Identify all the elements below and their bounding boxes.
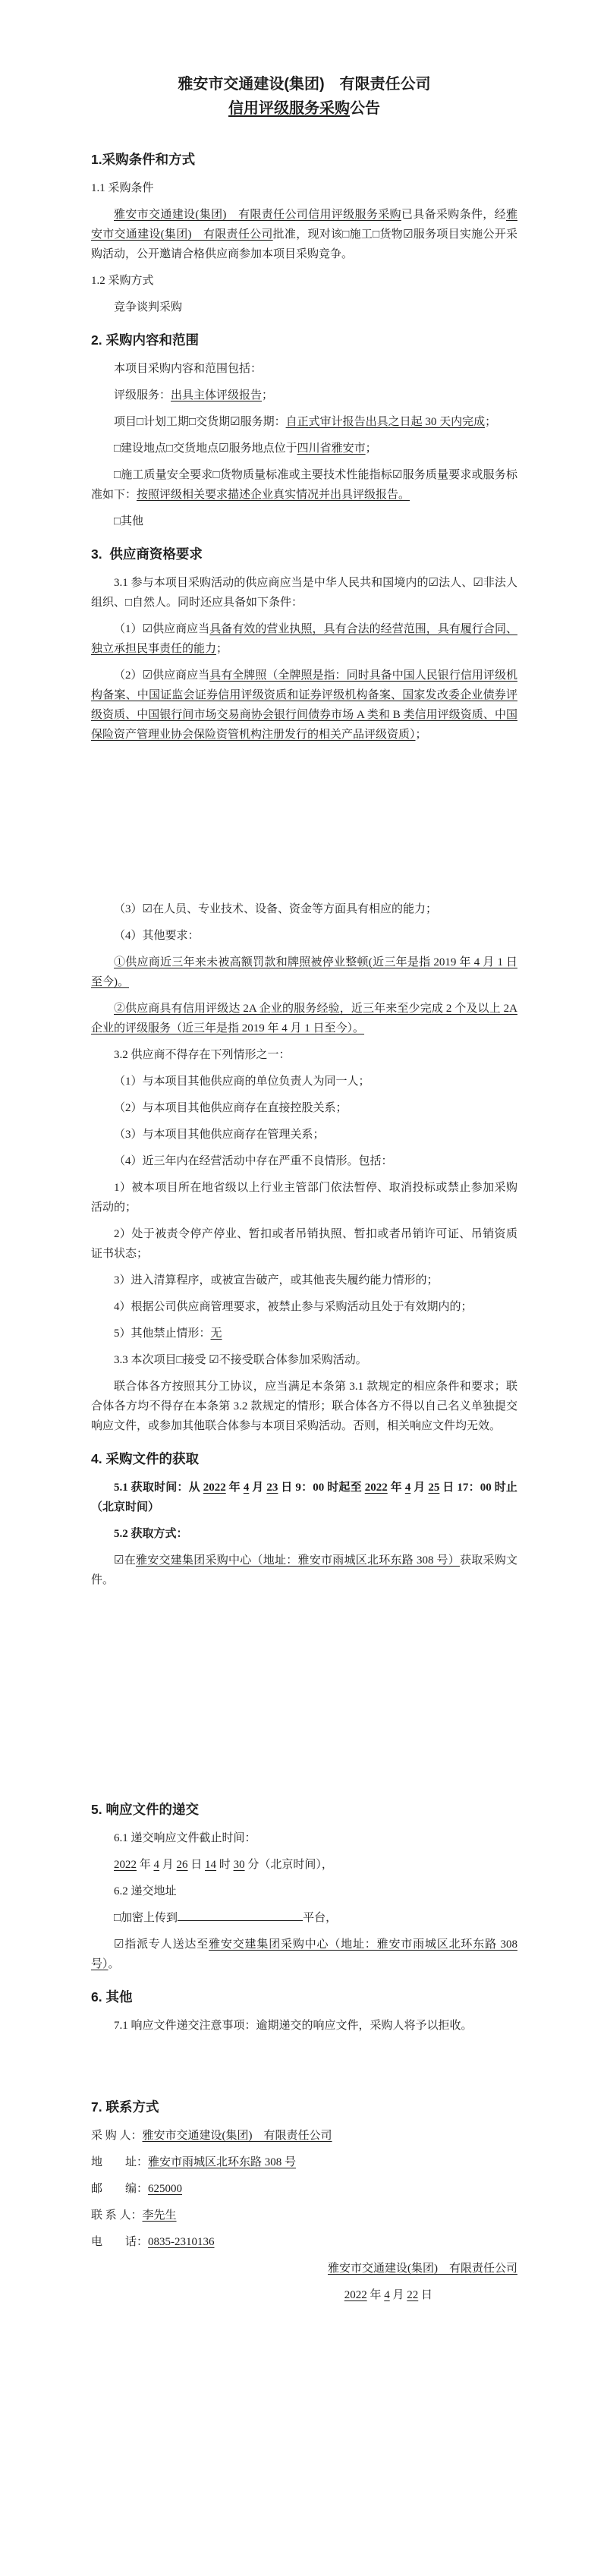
- text-segment: 3）进入清算程序，或被宣告破产，或其他丧失履约能力情形的；: [114, 1274, 439, 1286]
- qualification-4: [91, 926, 517, 946]
- text-segment: 月: [389, 2289, 407, 2301]
- clause-5-2: [91, 1524, 517, 1544]
- text-segment: 雅安市雨城区北环东路 308 号: [148, 2156, 297, 2168]
- situation-1: [91, 1072, 517, 1091]
- text-segment: 1）被本项目所在地省级以上行业主管部门依法暂停、取消投标或禁止参加采购活动的；: [91, 1182, 517, 1214]
- text-segment: ；: [262, 389, 274, 402]
- text-segment: 5.2 获取方式：: [114, 1528, 188, 1540]
- text-segment: ☑在: [114, 1554, 136, 1567]
- text-segment: 25: [428, 1482, 440, 1494]
- text-segment: 获取采购文件。: [91, 1554, 517, 1586]
- text-segment: ②供应商具有信用评级达 2A 企业的服务经验，近三年来至少完成 2 个及以上 2A 企业的评级服务（近三年是指 2019 年 4 月 1 日至今）。: [91, 1003, 517, 1034]
- text-segment: ；: [485, 416, 497, 428]
- text-segment: 4: [153, 1859, 160, 1871]
- service-period-line: [91, 412, 517, 432]
- situation-4-4: [91, 1297, 517, 1317]
- other-req-1: [91, 953, 517, 992]
- clause-6-2: [91, 1882, 517, 1901]
- text-segment: 6.2 递交地址: [114, 1885, 177, 1897]
- text-segment: 采 购 人：: [91, 2130, 143, 2142]
- contact-person: [91, 2206, 517, 2225]
- doc-title-line-2: [91, 96, 517, 121]
- clause-5-1: [91, 1478, 517, 1517]
- text-segment: 22: [407, 2289, 419, 2301]
- text-segment: 5. 响应文件的递交: [91, 1802, 199, 1817]
- situation-4-1: [91, 1178, 517, 1217]
- text-segment: 5）其他禁止情形：: [114, 1327, 211, 1340]
- text-segment: 信用评级服务采购: [228, 100, 350, 117]
- text-segment: 评级服务：: [114, 389, 171, 402]
- text-segment: 2022: [203, 1482, 226, 1494]
- text-segment: 雅安市交通建设(集团) 有限责任公司: [328, 2263, 517, 2275]
- text-segment: 3. 供应商资格要求: [91, 546, 203, 562]
- text-segment: ☑指派专人送达至: [114, 1938, 209, 1951]
- text-segment: 雅安交建集团采购中心（地址：雅安市雨城区北环东路 308 号）: [135, 1554, 460, 1567]
- text-segment: 7. 联系方式: [91, 2099, 159, 2115]
- contact-address: [91, 2152, 517, 2172]
- situation-3: [91, 1125, 517, 1145]
- text-segment: 具备有效的营业执照，具有合法的经营范围，具有履行合同、独立承担民事责任的能力: [91, 623, 517, 655]
- situation-4-5: [91, 1324, 517, 1343]
- qualification-3: [91, 899, 517, 919]
- section-1-heading: [91, 150, 517, 169]
- text-segment: 2. 采购内容和范围: [91, 332, 199, 348]
- text-segment: 7.1 响应文件递交注意事项：逾期递交的响应文件，采购人将予以拒收。: [114, 2020, 473, 2032]
- text-segment: 无: [210, 1327, 222, 1340]
- contact-phone: [91, 2232, 517, 2252]
- text-segment: ；: [365, 442, 377, 455]
- clause-7-1: [91, 2016, 517, 2036]
- text-segment: 分（北京时间），: [244, 1859, 333, 1871]
- section-5-heading: [91, 1800, 517, 1819]
- section-4-heading: [91, 1449, 517, 1469]
- other-option-line: [91, 512, 517, 531]
- text-segment: 2022: [114, 1859, 137, 1871]
- text-segment: 邮 编：: [91, 2183, 149, 2195]
- deadline-line: [91, 1855, 517, 1875]
- text-segment: 0835-2310136: [148, 2236, 215, 2248]
- clause-3-3: [91, 1350, 517, 1370]
- text-segment: （4）其他要求：: [114, 930, 200, 942]
- signature-company: [91, 2259, 517, 2278]
- text-segment: 雅安市交通建设(集团) 有限责任公司: [178, 76, 431, 93]
- text-segment: 3.1 参与本项目采购活动的供应商应当是中华人民共和国境内的☑法人、☑非法人组织、□自然人。同时还应具备如下条件：: [91, 577, 517, 609]
- text-segment: 雅安市交通建设(集团) 有限责任公司信用评级服务采购: [114, 209, 401, 221]
- section-6-heading: [91, 1987, 517, 2007]
- text-segment: 年: [366, 2289, 385, 2301]
- text-segment: □加密上传到: [114, 1912, 178, 1924]
- clause-1-1-heading: [91, 178, 517, 198]
- page-break-1: [91, 751, 517, 899]
- clause-6-1: [91, 1828, 517, 1848]
- text-segment: 雅安交建集团采购中心（地址：雅安市雨城区北环东路 308 号）: [91, 1938, 517, 1970]
- text-segment: （2）与本项目其他供应商存在直接控股关系；: [114, 1102, 348, 1114]
- text-segment: ①供应商近三年来未被高额罚款和牌照被停业整顿(近三年是指 2019 年 4 月 1 日至今)。: [91, 956, 517, 988]
- text-segment: 电 话：: [91, 2236, 149, 2248]
- section-2-heading: [91, 330, 517, 350]
- text-segment: 出具主体评级报告: [171, 389, 263, 402]
- obtain-method-line: [91, 1551, 517, 1590]
- scope-intro: [91, 359, 517, 379]
- qualification-2: [91, 666, 517, 745]
- situation-2: [91, 1098, 517, 1118]
- text-segment: 1.采购条件和方式: [91, 152, 196, 167]
- text-segment: □建设地点□交货地点☑服务地点位于: [114, 442, 297, 455]
- page-break-2: [91, 1597, 517, 1787]
- text-segment: 具有全牌照（全牌照是指：同时具备中国人民银行信用评级机构备案、中国证监会证券信用评级资质和证券评级机构备案、国家发改委企业债券评级资质、中国银行间市场交易商协会银行间债券市场 A 类和 B 类信用评级资质、中国保险资产管理业协会保险资管机构注册发行的相关产品评级资质）: [91, 669, 517, 741]
- text-segment: 625000: [148, 2183, 183, 2195]
- service-location-line: [91, 439, 517, 458]
- text-segment: 批准，现对该□施工□货物☑服务项目实施公开采购活动，公开邀请合格供应商参加本项目采购竞争。: [91, 228, 517, 260]
- text-segment: 2022: [344, 2289, 367, 2301]
- section-3-heading: [91, 544, 517, 564]
- text-segment: （1）☑供应商应当: [114, 623, 210, 635]
- text-segment: 已具备采购条件，经: [401, 209, 506, 221]
- qualification-1: [91, 619, 517, 659]
- text-segment: 23: [266, 1482, 278, 1494]
- situation-4-3: [91, 1271, 517, 1290]
- upload-option-line: [91, 1908, 517, 1928]
- text-segment: □其他: [114, 515, 144, 527]
- text-segment: 4: [243, 1482, 250, 1494]
- text-segment: 按照评级相关要求描述企业真实情况并出具评级报告。: [137, 489, 410, 501]
- situation-4: [91, 1151, 517, 1171]
- contact-buyer: [91, 2126, 517, 2146]
- text-segment: 日 17：00 时止（北京时间）: [91, 1482, 517, 1513]
- text-segment: 日: [418, 2289, 432, 2301]
- situation-4-2: [91, 1224, 517, 1264]
- text-segment: 6.1 递交响应文件截止时间：: [114, 1832, 256, 1844]
- text-segment: （2）☑供应商应当: [114, 669, 210, 682]
- text-segment: ；: [216, 643, 228, 655]
- text-segment: 月: [159, 1859, 177, 1871]
- text-segment: 年: [387, 1482, 405, 1494]
- text-segment: （3）☑在人员、专业技术、设备、资金等方面具有相应的能力；: [114, 903, 437, 915]
- text-segment: （1）与本项目其他供应商的单位负责人为同一人；: [114, 1075, 370, 1088]
- text-segment: 6. 其他: [91, 1989, 133, 2004]
- text-segment: 雅安市交通建设(集团) 有限责任公司: [91, 209, 517, 241]
- signature-date: [91, 2285, 517, 2305]
- text-segment: 公告: [350, 100, 380, 117]
- section-gap: [91, 2042, 517, 2084]
- text-segment: （3）与本项目其他供应商存在管理关系；: [114, 1129, 325, 1141]
- delivery-option-line: [91, 1935, 517, 1974]
- rating-service-line: [91, 386, 517, 405]
- text-segment: 时: [216, 1859, 234, 1871]
- clause-3-1: [91, 573, 517, 613]
- text-segment: 26: [176, 1859, 188, 1871]
- text-segment: （4）近三年内在经营活动中存在严重不良情形。包括：: [114, 1155, 393, 1167]
- text-segment: 3.2 供应商不得存在下列情形之一：: [114, 1049, 291, 1061]
- text-segment: 日 9：00 时起至: [278, 1482, 365, 1494]
- clause-1-1-body: [91, 205, 517, 264]
- consortium-note: [91, 1377, 517, 1436]
- text-segment: 雅安市交通建设(集团) 有限责任公司: [142, 2130, 332, 2142]
- contact-zip: [91, 2179, 517, 2199]
- text-segment: 1.2 采购方式: [91, 275, 154, 287]
- text-segment: 日: [187, 1859, 206, 1871]
- text-segment: 5.1 获取时间：从: [114, 1482, 203, 1494]
- text-segment: 项目□计划工期□交货期☑服务期：: [114, 416, 286, 428]
- text-segment: 3.3 本次项目□接受 ☑不接受联合体参加采购活动。: [114, 1354, 367, 1366]
- text-segment: 。: [108, 1958, 120, 1970]
- text-segment: 李先生: [142, 2209, 177, 2222]
- text-segment: 1.1 采购条件: [91, 182, 154, 194]
- text-segment: 自正式审计报告出具之日起 30 天内完成: [285, 416, 486, 428]
- text-segment: 本项目采购内容和范围包括：: [114, 363, 263, 375]
- clause-1-2-heading: [91, 271, 517, 291]
- text-segment: 年: [225, 1482, 244, 1494]
- text-segment: 联 系 人：: [91, 2209, 143, 2222]
- text-segment: 月: [249, 1482, 267, 1494]
- other-req-2: [91, 999, 517, 1038]
- text-segment: 4. 采购文件的获取: [91, 1451, 199, 1466]
- section-7-heading: [91, 2097, 517, 2117]
- clause-3-2: [91, 1045, 517, 1065]
- text-segment: 4: [384, 2289, 390, 2301]
- text-segment: 平台，: [303, 1912, 338, 1924]
- text-segment: 14: [205, 1859, 217, 1871]
- text-segment: 30: [233, 1859, 245, 1871]
- fill-in-blank-line: [178, 1909, 303, 1921]
- text-segment: 地 址：: [91, 2156, 149, 2168]
- doc-title-line-1: [91, 72, 517, 96]
- text-segment: 4）根据公司供应商管理要求，被禁止参与采购活动且处于有效期内的；: [114, 1301, 473, 1313]
- service-standard-line: [91, 465, 517, 505]
- text-segment: □施工质量安全要求□货物质量标准或主要技术性能指标☑服务质量要求或服务标准如下：: [91, 469, 517, 501]
- clause-1-2-body: [91, 298, 517, 317]
- text-segment: 联合体各方按照其分工协议，应当满足本条第 3.1 款规定的相应条件和要求；联合体各方均不得存在本条第 3.2 款规定的情形；联合体各方不得以自己名义单独提交响应文件，或参加其他联合体参与本项目采购活动。否则，相关响应文件均无效。: [91, 1381, 517, 1432]
- text-segment: ；: [415, 729, 427, 741]
- text-segment: 2）处于被责令停产停业、暂扣或者吊销执照、暂扣或者吊销许可证、吊销资质证书状态；: [91, 1228, 517, 1260]
- text-segment: 4: [404, 1482, 411, 1494]
- text-segment: 竞争谈判采购: [114, 301, 183, 313]
- text-segment: 2022: [364, 1482, 388, 1494]
- text-segment: 年: [137, 1859, 154, 1871]
- text-segment: 四川省雅安市: [297, 442, 366, 455]
- text-segment: 月: [410, 1482, 429, 1494]
